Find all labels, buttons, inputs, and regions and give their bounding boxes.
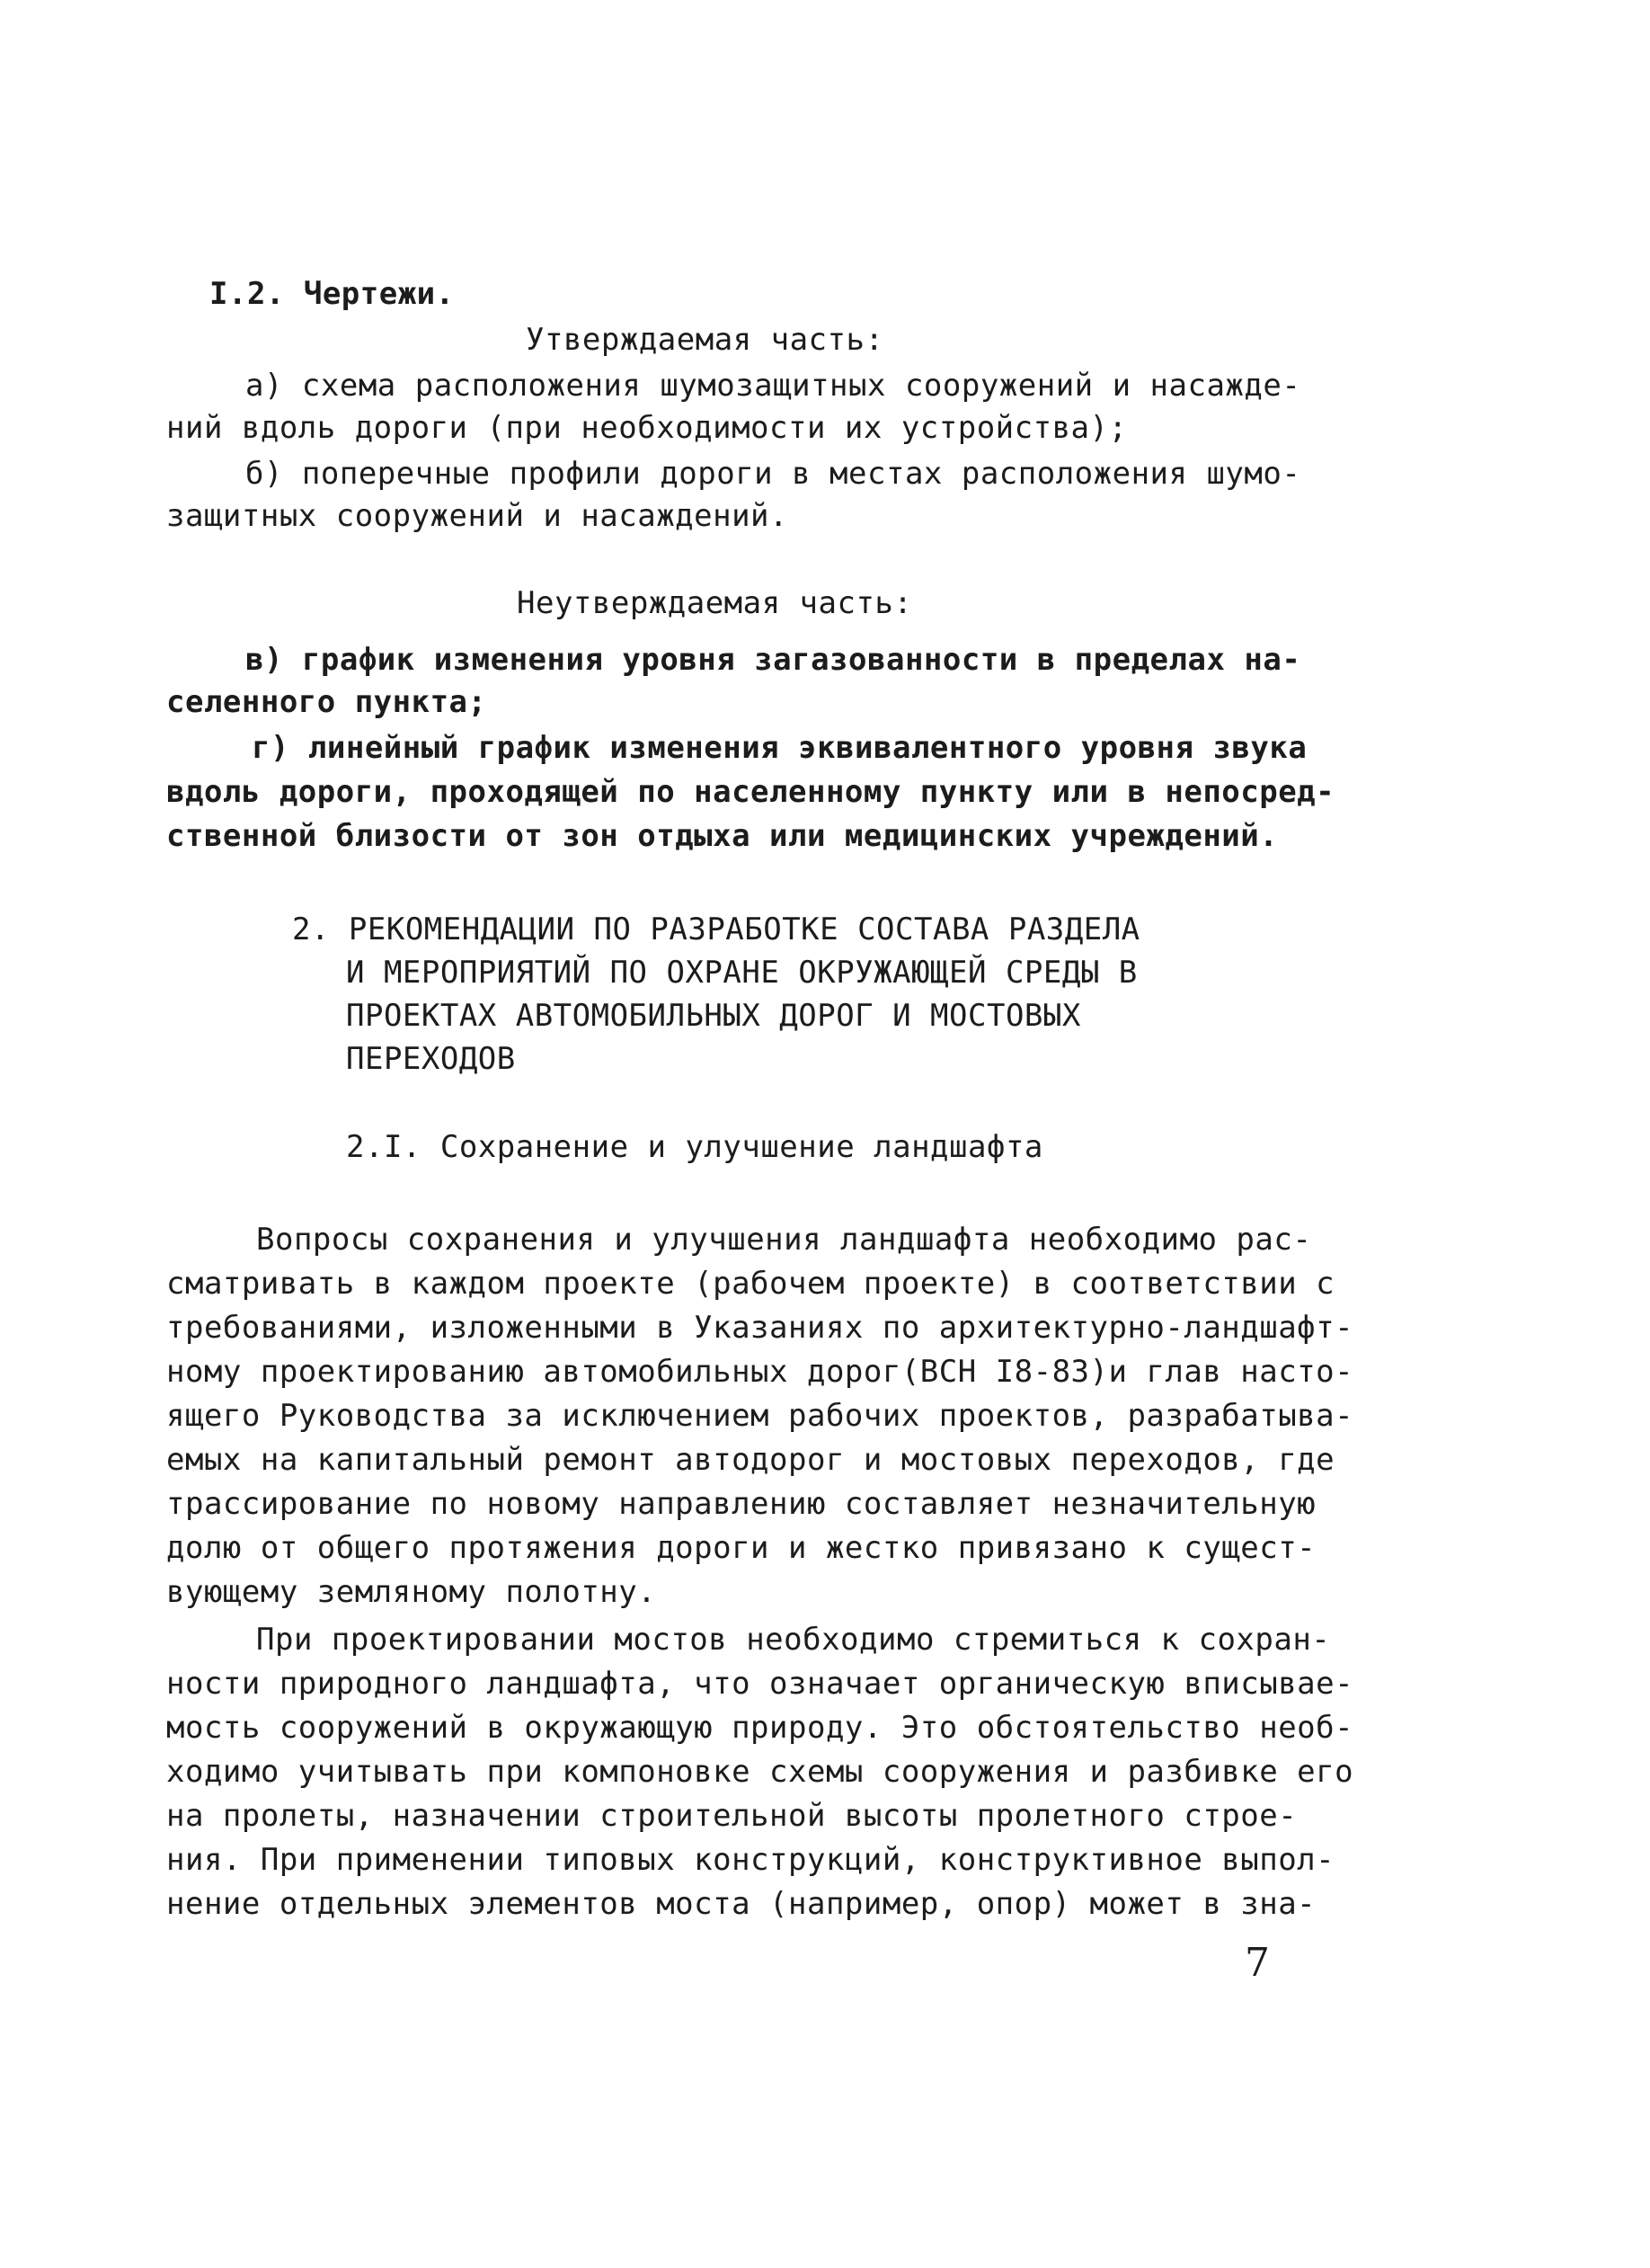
approved-part-title: Утверждаемая часть: [526, 322, 884, 358]
paragraph-2-line-3: мость сооружений в окружающую природу. Это обстоятельство необ- [166, 1710, 1354, 1746]
page-number: 7 [1245, 1940, 1270, 1986]
section-2-title-line-4: ПЕРЕХОДОВ [346, 1041, 516, 1077]
item-b-line-2: защитных сооружений и насаждений. [166, 498, 789, 534]
item-a-line-2: ний вдоль дороги (при необходимости их устройства); [166, 410, 1128, 446]
section-heading-1-2: I.2. Чертежи. [209, 276, 455, 312]
item-a-line-1: а) схема расположения шумозащитных сооружений и насажде- [245, 368, 1301, 404]
paragraph-1-line-7: трассирование по новому направлению составляет незначительную [166, 1486, 1317, 1522]
paragraph-2-line-2: ности природного ландшафта, что означает органическую вписывае- [166, 1666, 1354, 1702]
paragraph-1-line-4: ному проектированию автомобильных дорог(ВСН I8-83)и глав насто- [166, 1354, 1354, 1390]
paragraph-2-line-5: на пролеты, назначении строительной высоты пролетного строе- [166, 1798, 1298, 1834]
section-2-title-line-2: И МЕРОПРИЯТИЙ ПО ОХРАНЕ ОКРУЖАЮЩЕЙ СРЕДЫ В [346, 955, 1138, 991]
paragraph-2-line-4: ходимо учитывать при компоновке схемы сооружения и разбивке его [166, 1754, 1354, 1790]
unapproved-part-title: Неутверждаемая часть: [517, 585, 913, 621]
paragraph-1-line-9: вующему земляному полотну. [166, 1574, 657, 1610]
paragraph-1-line-8: долю от общего протяжения дороги и жестко привязано к сущест- [166, 1530, 1317, 1566]
section-2-title-line-3: ПРОЕКТАХ АВТОМОБИЛЬНЫХ ДОРОГ И МОСТОВЫХ [346, 998, 1081, 1034]
paragraph-1-line-1: Вопросы сохранения и улучшения ландшафта необходимо рас- [256, 1222, 1312, 1258]
item-b-line-1: б) поперечные профили дороги в местах расположения шумо- [245, 456, 1301, 492]
item-g-line-3: ственной близости от зон отдыха или медицинских учреждений. [166, 818, 1279, 854]
paragraph-1-line-5: ящего Руководства за исключением рабочих проектов, разрабатыва- [166, 1398, 1354, 1434]
subsection-2-1-heading: 2.I. Сохранение и улучшение ландшафта [346, 1129, 1043, 1165]
paragraph-1-line-2: сматривать в каждом проекте (рабочем проекте) в соответствии с [166, 1266, 1335, 1302]
item-v-line-2: селенного пункта; [166, 684, 487, 720]
paragraph-2-line-7: нение отдельных элементов моста (например, опор) может в зна- [166, 1886, 1317, 1922]
section-2-title-line-1: 2. РЕКОМЕНДАЦИИ ПО РАЗРАБОТКЕ СОСТАВА РАЗДЕЛА [292, 912, 1140, 947]
item-v-line-1: в) график изменения уровня загазованности в пределах на- [245, 642, 1301, 678]
item-g-line-1: г) линейный график изменения эквивалентного уровня звука [252, 730, 1308, 766]
item-g-line-2: вдоль дороги, проходящей по населенному пункту или в непосред- [166, 774, 1335, 810]
paragraph-1-line-3: требованиями, изложенными в Указаниях по архитектурно-ландшафт- [166, 1310, 1354, 1346]
paragraph-2-line-1: При проектировании мостов необходимо стремиться к сохран- [256, 1622, 1331, 1658]
paragraph-2-line-6: ния. При применении типовых конструкций, конструктивное выпол- [166, 1842, 1335, 1878]
paragraph-1-line-6: емых на капитальный ремонт автодорог и мостовых переходов, где [166, 1442, 1335, 1478]
